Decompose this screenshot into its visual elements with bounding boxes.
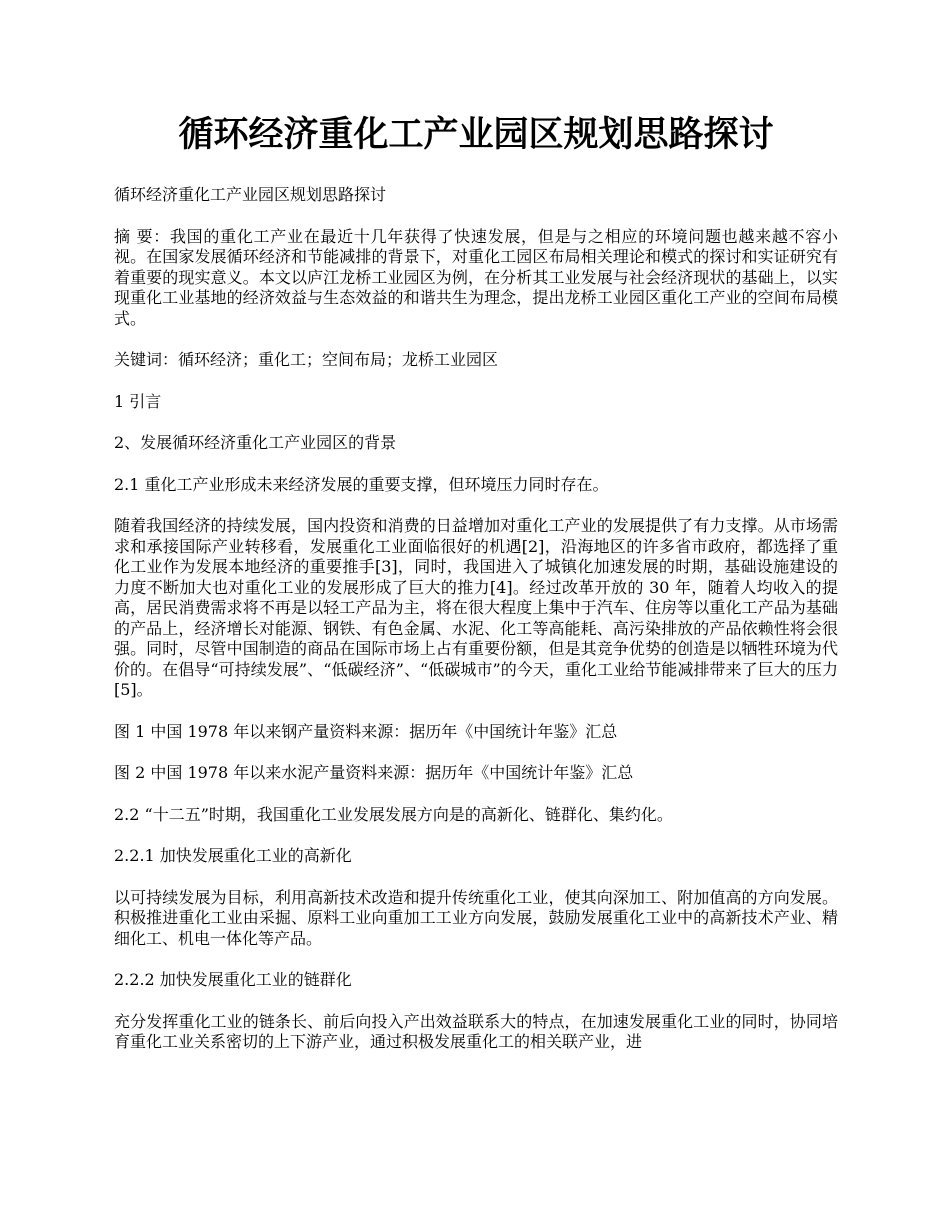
body-paragraph: 随着我国经济的持续发展，国内投资和消费的日益增加对重化工产业的发展提供了有力支撑。从市场需求和承接国际产业转移看，发展重化工业面临很好的机遇[2]，沿海地区的许多省市政府，都选择了重化工业作为发展本地经济的重要推手[3]，同时，我国进入了城镇化加速发展的时期，基础设施建设的力度不断加大也对重化工业的发展形成了巨大的推力[4]。经过改革开放的 30 年，随着人均收入的提高，居民消费需求将不再是以轻工产品为主，将在很大程度上集中于汽车、住房等以重化工产品为基础的产品上，经济增长对能源、钢铁、有色金属、水泥、化工等高能耗、高污染排放的产品依赖性将会很强。同时，尽管中国制造的商品在国际市场上占有重要份额，但是其竞争优势的创造是以牺牲环境为代价的。在倡导“可持续发展”、“低碳经济”、“低碳城市”的今天，重化工业给节能减排带来了巨大的压力[5]。 (114, 516, 838, 699)
section-heading-2: 2、发展循环经济重化工产业园区的背景 (114, 433, 397, 452)
abstract-paragraph: 摘 要：我国的重化工产业在最近十几年获得了快速发展，但是与之相应的环境问题也越来越不容小视。在国家发展循环经济和节能减排的背景下，对重化工园区布局相关理论和模式的探讨和实证研究有着重要的现实意义。本文以庐江龙桥工业园区为例，在分析其工业发展与社会经济现状的基础上，以实现重化工业基地的经济效益与生态效益的和谐共生为理念，提出龙桥工业园区重化工产业的空间布局模式。 (114, 226, 838, 328)
document-title: 循环经济重化工产业园区规划思路探讨 (178, 114, 774, 155)
subsection-heading-2-2-1: 2.2.1 加快发展重化工业的高新化 (114, 846, 352, 865)
figure-caption-2: 图 2 中国 1978 年以来水泥产量资料来源：据历年《中国统计年鉴》汇总 (114, 763, 634, 782)
subtitle-paragraph: 循环经济重化工产业园区规划思路探讨 (114, 185, 387, 204)
subsection-heading-2-2: 2.2 “十二五”时期，我国重化工业发展发展方向是的高新化、链群化、集约化。 (114, 804, 673, 824)
section-heading-1: 1 引言 (114, 391, 162, 411)
body-paragraph: 以可持续发展为目标，利用高新技术改造和提升传统重化工业，使其向深加工、附加值高的方向发展。积极推进重化工业由采掘、原料工业向重加工工业方向发展，鼓励发展重化工业中的高新技术产业、精细化工、机电一体化等产品。 (114, 887, 838, 948)
body-paragraph: 充分发挥重化工业的链条长、前后向投入产出效益联系大的特点，在加速发展重化工业的同时，协同培育重化工业关系密切的上下游产业，通过积极发展重化工的相关联产业，进 (114, 1011, 838, 1051)
subsection-heading-2-2-2: 2.2.2 加快发展重化工业的链群化 (114, 970, 352, 989)
subsection-heading-2-1: 2.1 重化工产业形成未来经济发展的重要支撑，但环境压力同时存在。 (114, 474, 609, 494)
keywords-paragraph: 关键词：循环经济；重化工；空间布局；龙桥工业园区 (114, 350, 499, 369)
figure-caption-1: 图 1 中国 1978 年以来钢产量资料来源：据历年《中国统计年鉴》汇总 (114, 721, 618, 741)
